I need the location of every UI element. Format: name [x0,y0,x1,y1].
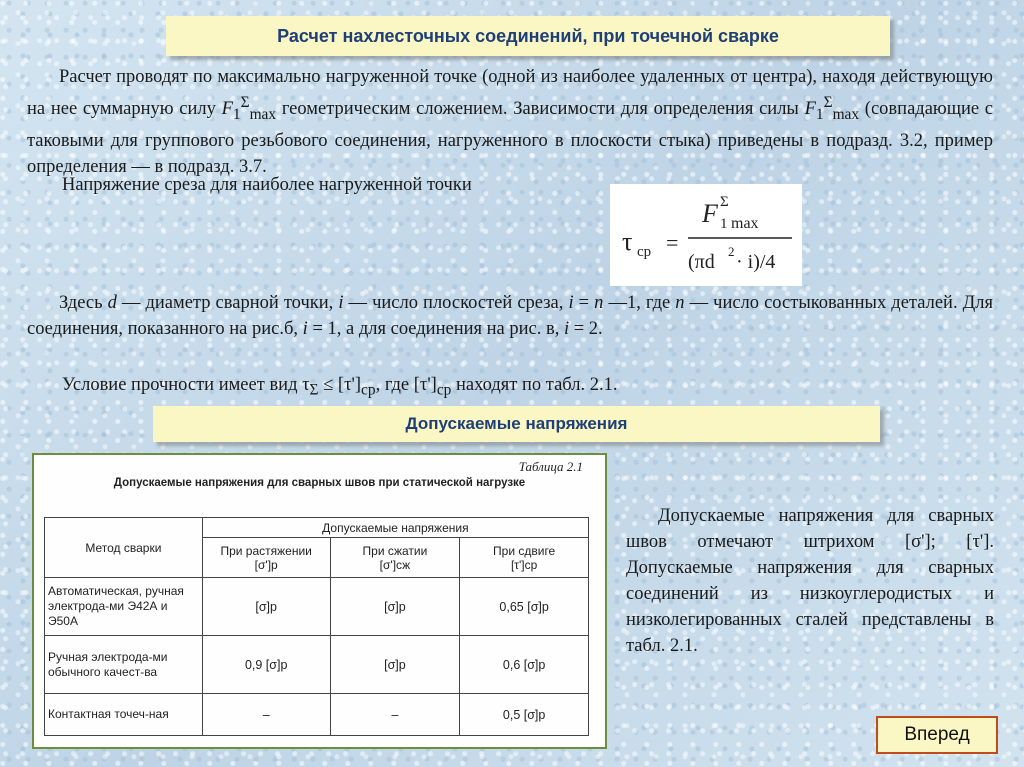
table-row [45,694,589,736]
allowable-stress-description: Допускаемые напряжения для сварных швов отмечают штрихом [σ']; [τ']. Допускаемые напряжения для сварных соединений из низкоуглеродистых и низколегированных сталей представлены в табл. 2.1. [626,506,994,656]
text: — диаметр сварной точки, [116,293,339,313]
col-symbol: [τ']ср [510,557,538,572]
stress-table-image [32,453,607,749]
method-cell: Ручная электрода-ми обычного качест-ва [45,636,203,694]
col-label: При растяжении [220,543,312,558]
text: = 1, а для соединения на рис. в, [307,319,564,339]
text: находят по табл. 2.1. [451,375,618,395]
subscript: Σ [309,381,319,399]
symbol: d [107,293,117,313]
formula-num-sub: 1 [720,216,728,232]
value-cell: – [202,694,330,736]
symbol-subscript: max [832,105,860,123]
symbol: n [594,293,604,313]
allowable-stress-table [44,517,589,736]
section-title: Допускаемые напряжения [153,406,880,442]
text: геометрическим сложением. Зависимости для определения силы [276,99,805,120]
col-label: При сжатии [362,543,428,558]
value-cell: 0,6 [σ]р [460,636,589,694]
table-caption: Допускаемые напряжения для сварных швов при статической нагрузке [113,477,526,489]
header-col [460,538,589,578]
value-cell: [σ]р [330,636,460,694]
table-row [45,578,589,636]
symbol: i [568,293,574,313]
notation-paragraph [27,290,993,342]
formula-num-sup: Σ [720,194,729,210]
header-method: Метод сварки [45,518,203,578]
page-title: Расчет нахлесточных соединений, при точечной сварке [166,16,890,56]
method-cell: Автоматическая, ручная электрода-ми Э42А и Э50А [45,578,203,636]
formula-num-max: max [731,215,759,232]
table-number: Таблица 2.1 [518,459,583,474]
value-cell: 0,65 [σ]р [460,578,589,636]
next-button[interactable]: Вперед [876,716,998,754]
symbol-superscript: Σ [823,94,833,111]
formula-den-a: (πd [688,251,715,273]
text: = [573,293,595,313]
col-label: При сдвиге [493,543,556,558]
text: Здесь [59,293,108,313]
value-cell: 0,5 [σ]р [460,694,589,736]
text: Расчет проводят по максимально нагруженной точке (одной из наиболее удаленных от центра), находя действующую на нее суммарную силу [27,67,993,120]
symbol-subscript: max [249,105,277,123]
value-cell: – [330,694,460,736]
symbol-subscript: 1 [232,105,241,123]
text: — число плоскостей среза, [343,293,569,313]
subscript: ср [361,381,376,399]
text: Условие прочности имеет вид τ [62,375,310,395]
header-group: Допускаемые напряжения [202,518,588,538]
symbol-superscript: Σ [240,94,250,111]
symbol: F [221,99,233,120]
text: = 2. [569,319,603,339]
formula-den-b: · i)/4 [736,251,776,273]
subscript: ср [436,381,452,399]
symbol: F [804,99,816,120]
symbol-subscript: 1 [815,105,824,123]
formula-lhs: τ [622,227,633,256]
text: ≤ [τ'] [318,375,362,395]
text: —1, где [603,293,676,313]
symbol: i [302,319,308,339]
symbol: i [338,293,344,313]
formula-den-exp: 2 [728,244,735,259]
header-col [330,538,460,578]
shear-stress-text: Напряжение среза для наиболее нагруженной точки [62,175,472,195]
intro-paragraph [27,64,993,180]
value-cell: [σ]р [202,578,330,636]
method-cell: Контактная точеч-ная [45,694,203,736]
formula-lhs-sub: ср [637,244,652,260]
formula-numerator: F [702,199,718,228]
col-symbol: [σ']р [254,557,278,572]
text: , где [τ'] [375,375,437,395]
shear-stress-formula [610,184,802,286]
symbol: n [675,293,685,313]
col-symbol: [σ']сж [379,557,411,572]
table-row [45,636,589,694]
header-col [202,538,330,578]
strength-condition-text [62,372,962,404]
text: (совпадающие с таковыми для группового резьбового соединения, нагруженного в плоскости стыка) приведены в подразд. 3.2, пример определения — в подразд. 3.7. [27,99,994,177]
formula-equals: = [666,230,679,255]
value-cell: 0,9 [σ]р [202,636,330,694]
symbol: i [563,319,570,339]
text: — число состыкованных деталей. Для соединения, показанного на рис.б, [27,293,993,339]
value-cell: [σ]р [330,578,460,636]
